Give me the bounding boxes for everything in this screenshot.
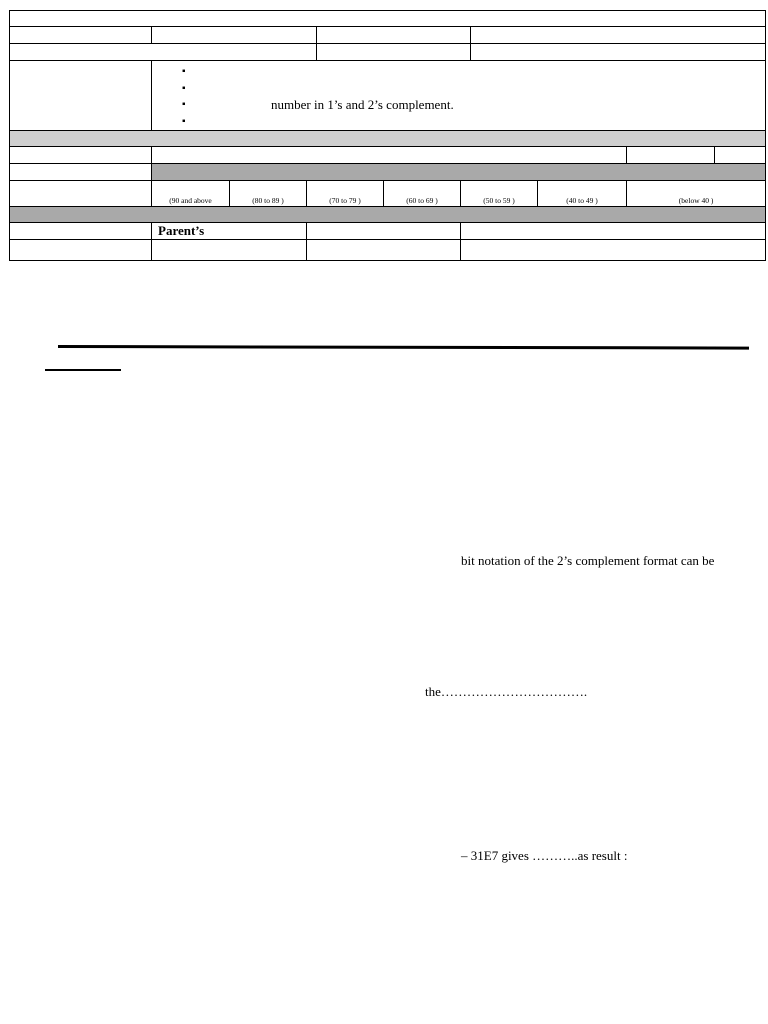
grade-band-cell: (below 40 ) — [627, 181, 766, 207]
cell-signature-label — [10, 223, 152, 240]
objectives-list — [152, 61, 765, 130]
cell-info-1a — [10, 27, 152, 44]
grade-band-cell: (50 to 59 ) — [461, 181, 538, 207]
objective-item — [182, 81, 765, 98]
grade-band-cell: (40 to 49 ) — [538, 181, 627, 207]
bullet-icon: ▪ — [182, 115, 186, 127]
question-fragment-bit-notation: bit notation of the 2’s complement format can be — [461, 553, 715, 568]
row-info-1 — [10, 27, 766, 44]
row-grade-header — [10, 164, 766, 181]
cell-info-1b — [152, 27, 317, 44]
cell-marks-total-label — [627, 147, 715, 164]
cell-marks-label — [10, 147, 152, 164]
row-grade-bands — [10, 181, 766, 207]
parent-signature-label: Parent’s — [152, 223, 307, 240]
grade-header-bar — [152, 164, 766, 181]
row-separator-dark — [10, 207, 766, 223]
cell-grade-bands-label — [10, 181, 152, 207]
question-fragment-result: – 31E7 gives ………..as result : — [461, 848, 628, 863]
row-signature-values — [10, 240, 766, 261]
row-info-2 — [10, 44, 766, 61]
cell-info-2b — [317, 44, 471, 61]
section-divider-rule — [58, 345, 749, 350]
row-marks — [10, 147, 766, 164]
cell-marks-value — [152, 147, 627, 164]
objective-text: number in 1’s and 2’s complement. — [271, 97, 454, 112]
grade-band-cell: (80 to 89 ) — [230, 181, 307, 207]
cell-info-2c — [471, 44, 766, 61]
cell-objectives — [152, 61, 766, 131]
cell-signature-teacher — [461, 223, 766, 240]
cell-info-1d — [471, 27, 766, 44]
cell-info-1c — [317, 27, 471, 44]
row-school-header — [10, 11, 766, 27]
cell-objectives-label — [10, 61, 152, 131]
grade-band-cell: (70 to 79 ) — [307, 181, 384, 207]
bullet-icon: ▪ — [182, 66, 186, 77]
objective-item — [182, 97, 765, 114]
row-separator-light — [10, 131, 766, 147]
cell-signature-value-c — [307, 240, 461, 261]
objective-item — [182, 114, 765, 131]
objective-item — [182, 64, 765, 81]
separator-bar-dark — [10, 207, 766, 223]
cell-signature-value-d — [461, 240, 766, 261]
cell-info-2a — [10, 44, 317, 61]
row-objectives — [10, 61, 766, 131]
question-fragment-blank: the……………………………. — [425, 684, 588, 699]
cell-grade-label — [10, 164, 152, 181]
header-form-table — [9, 10, 766, 261]
cell-signature-value-b — [152, 240, 307, 261]
cell-header — [10, 11, 766, 27]
cell-signature-parent — [307, 223, 461, 240]
grade-band-cell: (60 to 69 ) — [384, 181, 461, 207]
grade-band-cell: (90 and above — [152, 181, 230, 207]
cell-signature-value-a — [10, 240, 152, 261]
row-signatures — [10, 223, 766, 240]
section-heading-underline — [45, 369, 121, 371]
separator-bar-light — [10, 131, 766, 147]
bullet-icon: ▪ — [182, 82, 186, 94]
cell-marks-total — [715, 147, 766, 164]
bullet-icon: ▪ — [182, 99, 186, 110]
